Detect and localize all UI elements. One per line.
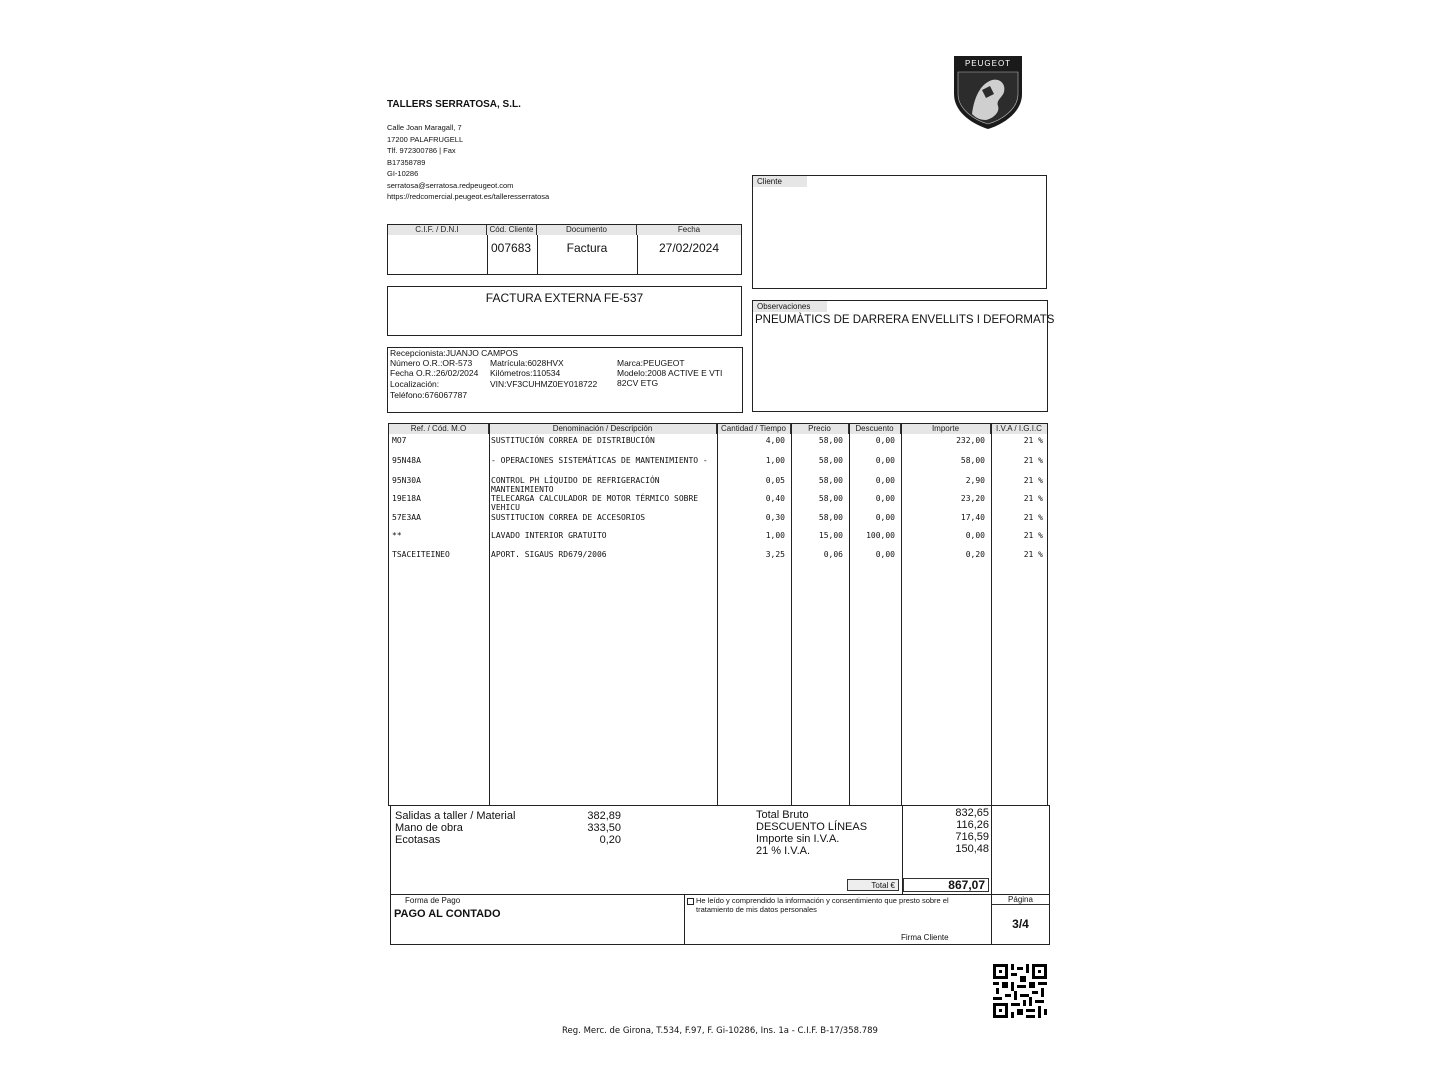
row-desc: SUSTITUCIÓN CORREA DE DISTRIBUCIÓN [491, 436, 655, 445]
row-dto: 0,00 [875, 550, 895, 559]
consent-line: tratamiento de mis datos personales [696, 905, 817, 914]
consent-checkbox[interactable] [687, 898, 694, 905]
pagina-box [991, 894, 1050, 945]
summary-label: Total Bruto [756, 809, 809, 821]
logo-text: PEUGEOT [964, 59, 1012, 68]
row-desc: APORT. SIGAUS RD679/2006 [491, 550, 607, 559]
address-line: GI-10286 [387, 169, 419, 178]
summary-right-values [903, 807, 989, 855]
consent-line: He leído y comprendido la información y consentimiento que presto sobre el [696, 896, 949, 905]
row-importe: 17,40 [960, 513, 985, 522]
row-desc: SUSTITUCION CORREA DE ACCESORIOS [491, 513, 646, 522]
matricula: Matrícula:6028HVX [490, 358, 564, 368]
row-dto: 0,00 [875, 513, 895, 522]
qr-code [993, 964, 1047, 1018]
registry-footer: Reg. Merc. de Girona, T.534, F.97, F. Gi-10286, Ins. 1a - C.I.F. B-17/358.789 [562, 1026, 878, 1036]
summary-label: Mano de obra [395, 822, 463, 834]
col-header-ref: Ref. / Cód. M.O [389, 424, 489, 434]
address-line: Calle Joan Maragall, 7 [387, 123, 462, 132]
row-cant: 0,05 [765, 476, 785, 485]
address-line: B17358789 [387, 157, 426, 167]
col-header-importe: Importe [901, 424, 991, 434]
observaciones-text: PNEUMÀTICS DE DARRERA ENVELLITS I DEFORMATS [755, 314, 1055, 326]
total-value: 867,07 [903, 878, 989, 892]
row-iva: 21 % [1023, 494, 1043, 503]
reception-box [387, 347, 743, 413]
summary-value: 150,48 [955, 843, 989, 855]
summary-label: Importe sin I.V.A. [756, 833, 840, 845]
row-precio: 58,00 [818, 476, 843, 485]
firma-label: Firma Cliente [901, 933, 949, 942]
summary-label: DESCUENTO LÍNEAS [756, 821, 868, 833]
row-ref: ** [392, 531, 402, 540]
row-dto: 0,00 [875, 494, 895, 503]
vin: VIN:VF3CUHMZ0EY018722 [490, 379, 598, 389]
row-importe: 0,00 [965, 531, 985, 540]
row-precio: 15,00 [818, 531, 843, 540]
cliente-label: Cliente [753, 176, 807, 187]
row-dto: 100,00 [866, 531, 895, 540]
row-desc: LAVADO INTERIOR GRATUITO [491, 531, 607, 540]
row-iva: 21 % [1023, 550, 1043, 559]
fecha-or: Fecha O.R.:26/02/2024 [390, 368, 479, 378]
summary-label: 21 % I.V.A. [756, 845, 811, 857]
website-link[interactable]: https://redcomercial.peugeot.es/talleresserratosa [387, 192, 550, 201]
row-dto: 0,00 [875, 476, 895, 485]
summary-value: 333,50 [587, 822, 621, 834]
row-precio: 58,00 [818, 494, 843, 503]
row-precio: 58,00 [818, 513, 843, 522]
summary-label: Salidas a taller / Material [395, 810, 516, 822]
marca: Marca:PEUGEOT [617, 358, 685, 368]
row-desc2: VEHICU [491, 503, 520, 512]
summary-value: 716,59 [955, 831, 989, 843]
modelo2: 82CV ETG [617, 378, 659, 388]
row-cant: 4,00 [765, 436, 785, 445]
factura-title-box [387, 286, 742, 336]
doc-header-table [387, 224, 742, 275]
peugeot-logo [952, 54, 1024, 130]
row-iva: 21 % [1023, 436, 1043, 445]
address-line: 17200 PALAFRUGELL [387, 134, 464, 144]
row-desc2: MANTENIMIENTO [491, 485, 554, 494]
col-header-desc: Denominación / Descripción [489, 424, 717, 434]
forma-pago-box [390, 894, 685, 945]
row-importe: 23,20 [960, 494, 985, 503]
col-header-precio: Precio [791, 424, 849, 434]
cod-cliente-value: 007683 [491, 241, 532, 255]
row-importe: 232,00 [956, 436, 985, 445]
row-importe: 0,20 [965, 550, 985, 559]
items-table [388, 423, 1048, 806]
row-precio: 0,06 [823, 550, 843, 559]
observaciones-label: Observaciones [753, 301, 827, 312]
row-ref: MO7 [392, 436, 407, 445]
cod-cliente-label: Cód. Cliente [487, 225, 537, 235]
numero-or: Número O.R.:OR-573 [390, 358, 473, 368]
row-dto: 0,00 [875, 456, 895, 465]
row-importe: 2,90 [965, 476, 985, 485]
cif-label: C.I.F. / D.N.I [388, 225, 487, 235]
modelo: Modelo:2008 ACTIVE E VTI [617, 368, 723, 378]
row-importe: 58,00 [960, 456, 985, 465]
row-precio: 58,00 [818, 456, 843, 465]
summary-right-labels [756, 809, 867, 857]
row-iva: 21 % [1023, 476, 1043, 485]
factura-title: FACTURA EXTERNA FE-537 [485, 291, 644, 305]
cliente-box [752, 175, 1047, 289]
row-dto: 0,00 [875, 436, 895, 445]
row-precio: 58,00 [818, 436, 843, 445]
address-line: Tlf. 972300786 | Fax [387, 146, 456, 155]
consent-text [696, 896, 949, 914]
summary-label: Ecotasas [395, 834, 441, 846]
email-link[interactable]: serratosa@serratosa.redpeugeot.com [387, 180, 514, 190]
pagina-value: 3/4 [1012, 917, 1029, 931]
row-cant: 0,30 [765, 513, 785, 522]
total-label: Total € [847, 879, 899, 891]
fecha-value: 27/02/2024 [658, 241, 720, 255]
localizacion: Localización: [390, 379, 440, 389]
kilometros: Kilómetros:110534 [490, 368, 561, 378]
summary-value: 832,65 [955, 807, 989, 819]
row-ref: 19E18A [392, 494, 421, 503]
row-iva: 21 % [1023, 513, 1043, 522]
row-desc: CONTROL PH LÍQUIDO DE REFRIGERACIÓN [491, 476, 660, 485]
company-address [387, 122, 549, 203]
row-iva: 21 % [1023, 531, 1043, 540]
summary-value: 0,20 [599, 834, 621, 846]
row-ref: 57E3AA [392, 513, 421, 522]
forma-pago-value: PAGO AL CONTADO [394, 908, 501, 920]
col-header-dto: Descuento [849, 424, 901, 434]
telefono: Teléfono:676067787 [390, 390, 468, 400]
company-name: TALLERS SERRATOSA, S.L. [387, 99, 521, 110]
row-ref: TSACEITEINEO [392, 550, 450, 559]
summary-value: 382,89 [587, 810, 621, 822]
documento-value: Factura [566, 241, 608, 255]
row-ref: 95N30A [392, 476, 421, 485]
summary-left [395, 810, 621, 846]
col-header-iva: I.V.A / I.G.I.C [991, 424, 1047, 434]
summary-value: 116,26 [956, 819, 989, 831]
row-ref: 95N48A [392, 456, 421, 465]
forma-pago-label: Forma de Pago [405, 896, 461, 905]
consent-box [684, 894, 992, 945]
row-desc: - OPERACIONES SISTEMÁTICAS DE MANTENIMIENTO - [491, 456, 708, 465]
pagina-label: Página [992, 895, 1049, 905]
recepcionista: Recepcionista:JUANJO CAMPOS [390, 348, 519, 358]
row-cant: 1,00 [765, 531, 785, 540]
row-cant: 3,25 [765, 550, 785, 559]
observaciones-box [752, 300, 1055, 412]
row-iva: 21 % [1023, 456, 1043, 465]
row-cant: 0,40 [765, 494, 785, 503]
row-cant: 1,00 [765, 456, 785, 465]
col-header-cant: Cantidad / Tiempo [717, 424, 791, 434]
fecha-label: Fecha [637, 225, 741, 235]
row-desc: TELECARGA CALCULADOR DE MOTOR TÉRMICO SOBRE [491, 494, 699, 503]
documento-label: Documento [537, 225, 637, 235]
summary-box [390, 805, 1050, 895]
